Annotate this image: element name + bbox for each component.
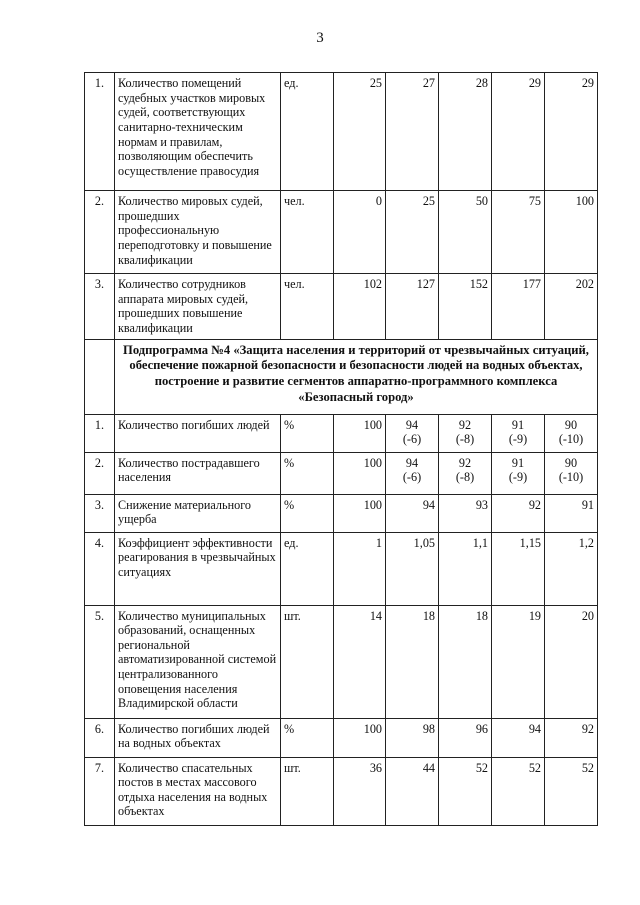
row-number: 1. <box>85 414 115 452</box>
indicator-name: Количество помещений судебных участков мировых судей, соответствующих санитарно-техническим нормам и правилам, позволяющим обеспечить осуществление правосудия <box>115 73 281 191</box>
value-5: 92 <box>545 718 598 757</box>
table-row <box>85 605 598 718</box>
value-2: 127 <box>386 274 439 340</box>
value-3: 152 <box>439 274 492 340</box>
unit: чел. <box>281 274 334 340</box>
value-5: 202 <box>545 274 598 340</box>
value: 90 <box>564 417 578 432</box>
value-2: 27 <box>386 73 439 191</box>
value: 92 <box>458 417 472 432</box>
table-row <box>85 494 598 532</box>
table-row <box>85 191 598 274</box>
row-number: 5. <box>85 605 115 718</box>
value-3: 93 <box>439 494 492 532</box>
value-change: (-10) <box>558 470 584 485</box>
table-row <box>85 757 598 825</box>
value-2: 1,05 <box>386 532 439 605</box>
table-row <box>85 414 598 452</box>
value-5: 100 <box>545 191 598 274</box>
indicator-name: Количество сотрудников аппарата мировых судей, прошедших повышение квалификации <box>115 274 281 340</box>
value-4: 94 <box>492 718 545 757</box>
unit: чел. <box>281 191 334 274</box>
value-1: 100 <box>334 414 386 452</box>
unit: ед. <box>281 532 334 605</box>
value-change: (-6) <box>402 432 422 447</box>
indicator-name: Количество погибших людей на водных объектах <box>115 718 281 757</box>
row-number: 3. <box>85 494 115 532</box>
indicator-name: Коэффициент эффективности реагирования в чрезвычайных ситуациях <box>115 532 281 605</box>
row-number: 2. <box>85 191 115 274</box>
value-1: 36 <box>334 757 386 825</box>
unit: % <box>281 414 334 452</box>
row-number: 2. <box>85 452 115 494</box>
value: 91 <box>511 455 525 470</box>
row-number: 3. <box>85 274 115 340</box>
value-4: 29 <box>492 73 545 191</box>
row-number: 6. <box>85 718 115 757</box>
value-2: 94 <box>386 494 439 532</box>
value: 90 <box>564 455 578 470</box>
indicator-name: Количество погибших людей <box>115 414 281 452</box>
value-1: 102 <box>334 274 386 340</box>
table-row <box>85 718 598 757</box>
unit: ед. <box>281 73 334 191</box>
value-1: 14 <box>334 605 386 718</box>
value: 91 <box>511 417 525 432</box>
indicator-name: Количество муниципальных образований, оснащенных региональной автоматизированной системой централизованного оповещения населения Владимирской области <box>115 605 281 718</box>
value-3: 18 <box>439 605 492 718</box>
value-5: 91 <box>545 494 598 532</box>
value-1: 100 <box>334 494 386 532</box>
value-1: 100 <box>334 718 386 757</box>
value-1: 1 <box>334 532 386 605</box>
value-4: 92 <box>492 494 545 532</box>
value-2: 98 <box>386 718 439 757</box>
value-3 <box>439 452 492 494</box>
unit: шт. <box>281 757 334 825</box>
value-3: 1,1 <box>439 532 492 605</box>
value: 94 <box>405 455 419 470</box>
value-change: (-10) <box>558 432 584 447</box>
value-5: 1,2 <box>545 532 598 605</box>
value-5: 29 <box>545 73 598 191</box>
page-number: 3 <box>316 30 324 46</box>
value-4: 1,15 <box>492 532 545 605</box>
unit: шт. <box>281 605 334 718</box>
value: 92 <box>458 455 472 470</box>
value-5 <box>545 452 598 494</box>
value-5: 20 <box>545 605 598 718</box>
section-title: Подпрограмма №4 «Защита населения и территорий от чрезвычайных ситуаций, обеспечение пожарной безопасности и безопасности людей на водных объектах, построение и развитие сегментов аппаратно-программного комплекса «Безопасный город» <box>115 339 598 414</box>
value-change: (-8) <box>455 432 475 447</box>
value-change: (-9) <box>508 432 528 447</box>
value-1: 0 <box>334 191 386 274</box>
value-change: (-9) <box>508 470 528 485</box>
value-3: 52 <box>439 757 492 825</box>
value-2: 18 <box>386 605 439 718</box>
value-2 <box>386 414 439 452</box>
value-3: 50 <box>439 191 492 274</box>
table-row <box>85 452 598 494</box>
value-4 <box>492 452 545 494</box>
value-4: 52 <box>492 757 545 825</box>
value-4: 75 <box>492 191 545 274</box>
value-1: 25 <box>334 73 386 191</box>
value-4: 19 <box>492 605 545 718</box>
value-5: 52 <box>545 757 598 825</box>
value-4: 177 <box>492 274 545 340</box>
value: 94 <box>405 417 419 432</box>
table-row <box>85 274 598 340</box>
row-number: 4. <box>85 532 115 605</box>
value-3: 96 <box>439 718 492 757</box>
section-row <box>85 339 598 414</box>
indicator-name: Количество пострадавшего населения <box>115 452 281 494</box>
row-number: 1. <box>85 73 115 191</box>
value-2: 25 <box>386 191 439 274</box>
table-row <box>85 532 598 605</box>
row-number: 7. <box>85 757 115 825</box>
unit: % <box>281 494 334 532</box>
section-spacer <box>85 339 115 414</box>
value-3 <box>439 414 492 452</box>
indicator-name: Снижение материального ущерба <box>115 494 281 532</box>
value-1: 100 <box>334 452 386 494</box>
unit: % <box>281 452 334 494</box>
value-4 <box>492 414 545 452</box>
value-3: 28 <box>439 73 492 191</box>
value-2: 44 <box>386 757 439 825</box>
table-row <box>85 73 598 191</box>
value-5 <box>545 414 598 452</box>
indicators-table <box>84 72 598 826</box>
indicator-name: Количество спасательных постов в местах массового отдыха населения на водных объектах <box>115 757 281 825</box>
indicator-name: Количество мировых судей, прошедших профессиональную переподготовку и повышение квалификации <box>115 191 281 274</box>
value-change: (-8) <box>455 470 475 485</box>
value-2 <box>386 452 439 494</box>
unit: % <box>281 718 334 757</box>
value-change: (-6) <box>402 470 422 485</box>
